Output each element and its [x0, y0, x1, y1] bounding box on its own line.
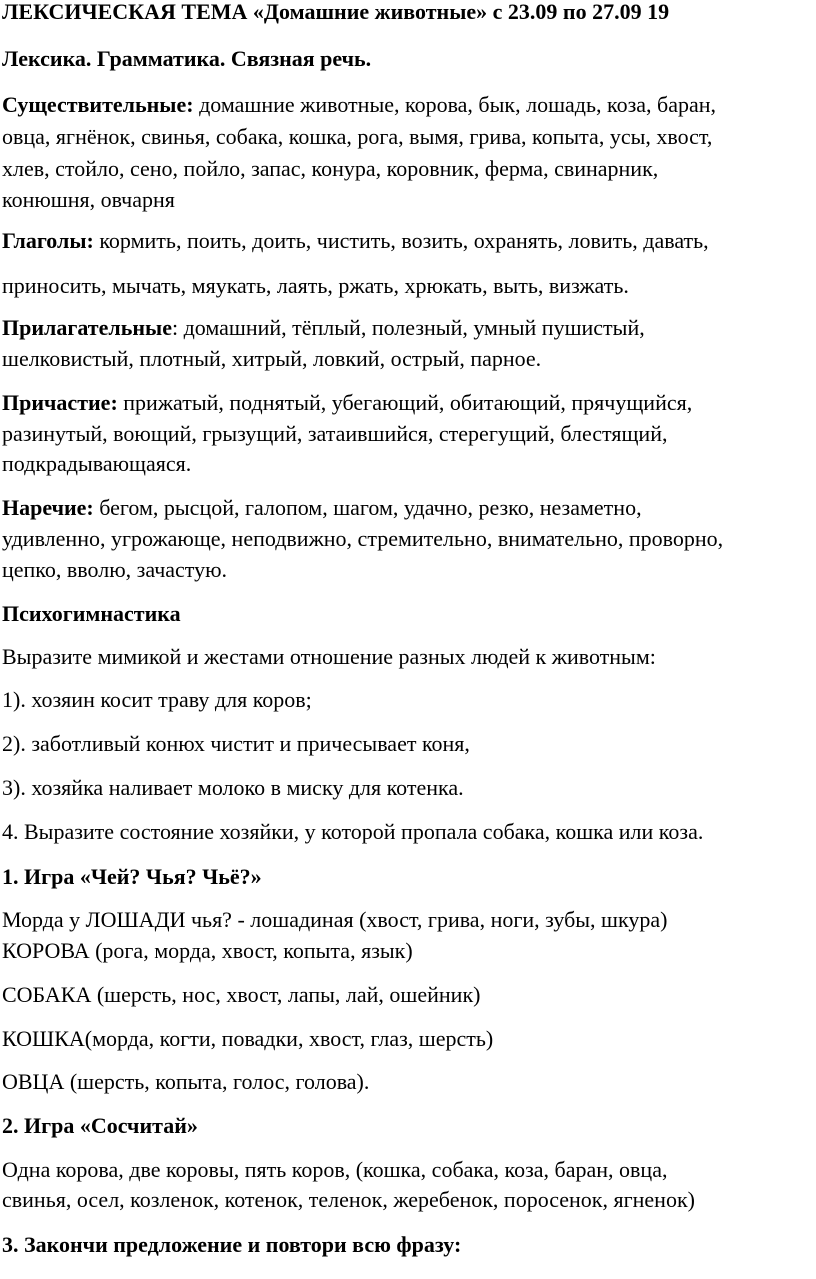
verbs-line-2: приносить, мычать, мяукать, лаять, ржать, хрюкать, выть, визжать. [2, 273, 629, 298]
game1-line-2: КОРОВА (рога, морда, хвост, копыта, язык) [2, 938, 413, 963]
adverbs-line-2: удивленно, угрожающе, неподвижно, стремительно, внимательно, проворно, [2, 526, 724, 551]
participles-line-1 [2, 389, 692, 417]
nouns-line-4: конюшня, овчарня [2, 187, 175, 212]
participles-line-3: подкрадывающаяся. [2, 451, 192, 476]
psycho-item-1: 1). хозяин косит траву для коров; [2, 687, 312, 712]
psycho-item-3: 3). хозяйка наливает молоко в миску для котенка. [2, 775, 464, 800]
psycho-intro: Выразите мимикой и жестами отношение разных людей к животным: [2, 644, 656, 669]
nouns-label: Существительные: [2, 92, 194, 117]
nouns-line-3: хлев, стойло, сено, пойло, запас, конура, коровник, ферма, свинарник, [2, 156, 659, 181]
game1-line-4: КОШКА(морда, когти, повадки, хвост, глаз, шерсть) [2, 1026, 494, 1051]
participles-text: прижатый, поднятый, убегающий, обитающий, прячущийся, [123, 390, 693, 415]
participles-label: Причастие: [2, 390, 118, 415]
psycho-item-4: 4. Выразите состояние хозяйки, у которой пропала собака, кошка или коза. [2, 819, 704, 844]
verbs-label: Глаголы: [2, 228, 94, 253]
game2-line-2: свинья, осел, козленок, котенок, теленок, жеребенок, поросенок, ягненок) [2, 1187, 695, 1212]
nouns-line-2: овца, ягнёнок, свинья, собака, кошка, рога, вымя, грива, копыта, усы, хвост, [2, 124, 713, 149]
verbs-text: кормить, поить, доить, чистить, возить, охранять, ловить, давать, [99, 228, 709, 253]
psycho-heading: Психогимнастика [2, 601, 181, 626]
game2-line-1: Одна корова, две коровы, пять коров, (кошка, собака, коза, баран, овца, [2, 1157, 668, 1182]
task3-heading: 3. Закончи предложение и повтори всю фразу: [2, 1232, 462, 1257]
nouns-text: домашние животные, корова, бык, лошадь, коза, баран, [199, 92, 717, 117]
nouns-line-1 [2, 91, 716, 119]
adverbs-text: бегом, рысцой, галопом, шагом, удачно, резко, незаметно, [99, 495, 642, 520]
game2-heading: 2. Игра «Сосчитай» [2, 1113, 198, 1138]
game1-line-3: СОБАКА (шерсть, нос, хвост, лапы, лай, ошейник) [2, 982, 481, 1007]
adjectives-label: Прилагательные [2, 315, 172, 340]
game1-line-5: ОВЦА (шерсть, копыта, голос, голова). [2, 1069, 370, 1094]
adverbs-label: Наречие: [2, 495, 94, 520]
participles-line-2: разинутый, воющий, грызущий, затаившийся, стерегущий, блестящий, [2, 421, 668, 446]
game1-line-1: Морда у ЛОШАДИ чья? - лошадиная (хвост, грива, ноги, зубы, шкура) [2, 907, 668, 932]
adjectives-line-2: шелковистый, плотный, хитрый, ловкий, острый, парное. [2, 346, 542, 371]
adverbs-line-1 [2, 494, 642, 522]
document-title: ЛЕКСИЧЕСКАЯ ТЕМА «Домашние животные» с 23.09 по 27.09 19 [2, 0, 670, 24]
verbs-line-1 [2, 227, 709, 255]
psycho-item-2: 2). заботливый конюх чистит и причесывает коня, [2, 731, 470, 756]
adjectives-text: : домашний, тёплый, полезный, умный пушистый, [171, 315, 645, 340]
document-subtitle: Лексика. Грамматика. Связная речь. [2, 46, 372, 71]
adjectives-line-1 [2, 314, 645, 342]
adverbs-line-3: цепко, вволю, зачастую. [2, 557, 228, 582]
game1-heading: 1. Игра «Чей? Чья? Чьё?» [2, 864, 262, 889]
